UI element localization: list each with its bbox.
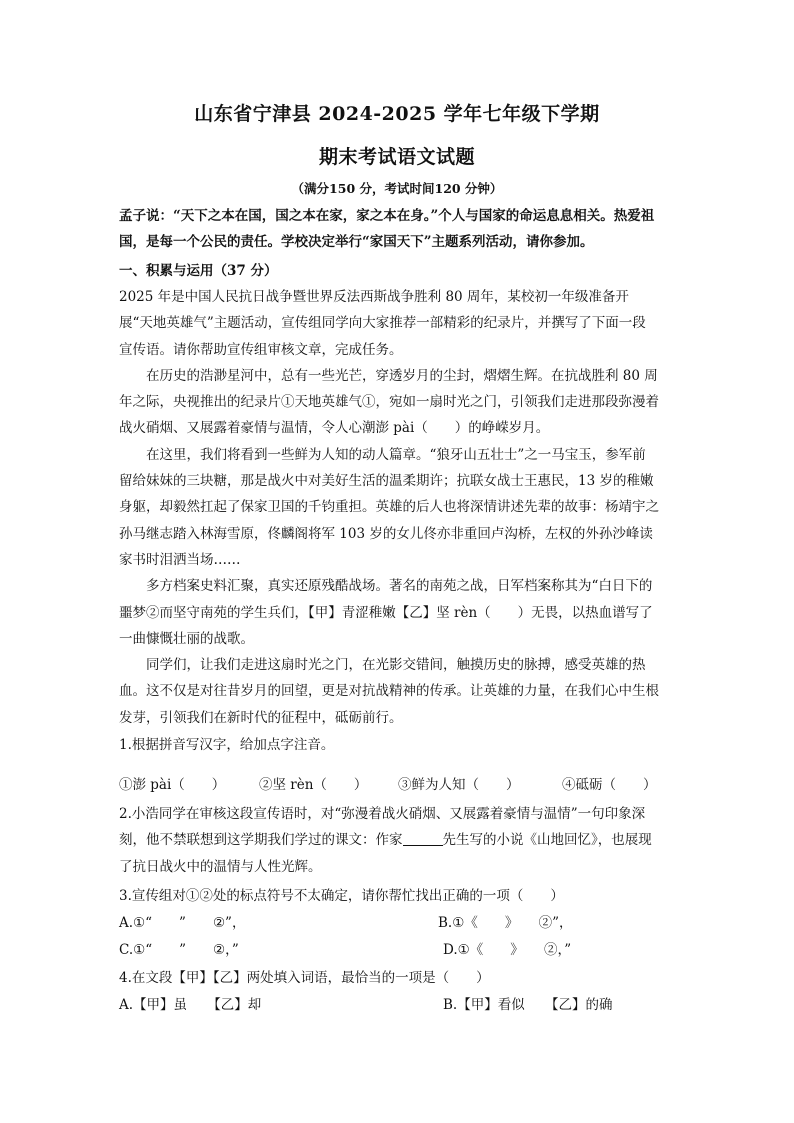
question-1-item: ①澎 pài（ ） xyxy=(119,777,226,793)
question-4-option-a: A.【甲】虽 【乙】却 xyxy=(119,997,262,1013)
question-4-stem: 4.在文段【甲】【乙】两处填入词语，最恰当的一项是（ ） xyxy=(119,970,490,986)
question-1-items xyxy=(119,772,659,798)
passage-paragraph: 2025 年是中国人民抗日战争暨世界反法西斯战争胜利 80 周年，某校初一年级准备开展“天地英雄气”主题活动，宣传组同学向大家推荐一部精彩的纪录片，并撰写了下面一段宣传语。请你帮助宣传组审核文章，完成任务。 xyxy=(119,289,646,358)
question-3-option-b: B.①《 》 ②”， xyxy=(438,915,573,931)
question-3-options-row xyxy=(119,937,659,963)
question-1-item: ③鲜为人知（ ） xyxy=(398,777,520,793)
question-1-stem: 1.根据拼音写汉字，给加点字注音。 xyxy=(119,737,335,753)
question-3-option-c: C.①“ ” ②，” xyxy=(119,942,239,958)
question-3-stem-block xyxy=(119,883,659,909)
passage-paragraph: 在历史的浩渺星河中，总有一些光芒，穿透岁月的尘封，熠熠生辉。在抗战胜利 80 周年之际，央视推出的纪录片①天地英雄气①，宛如一扇时光之门，引领我们走进那段弥漫着战火硝烟、又展露着豪情与温情，令人心潮澎 pài（ ）的峥嵘岁月。 xyxy=(119,367,659,437)
intro-text: 孟子说：“天下之本在国，国之本在家，家之本在身。”个人与国家的命运息息相关。热爱祖国，是每一个公民的责任。学校决定举行“家国天下”主题系列活动，请你参加。 xyxy=(119,208,655,251)
passage-paragraph: 在这里，我们将看到一些鲜为人知的动人篇章。“狼牙山五壮士”之一马宝玉，参军前留给妹妹的三块糖，那是战火中对美好生活的温柔期许；抗联女战士王惠民，13 岁的稚嫩身躯，却毅然扛起了保家卫国的千钧重担。英雄的后人也将深情讲述先辈的故事：杨靖宇之孙马继志踏入林海雪原，佟麟阁将军 103 岁的女儿佟亦非重回卢沟桥，左权的外孙沙峰读家书时泪洒当场…… xyxy=(119,446,659,568)
passage-paragraph: 同学们，让我们走进这扇时光之门，在光影交错间，触摸历史的脉搏，感受英雄的热血。这不仅是对往昔岁月的回望，更是对抗战精神的传承。让英雄的力量，在我们心中生根发芽，引领我们在新时代的征程中，砥砺前行。 xyxy=(119,657,659,726)
passage xyxy=(119,284,659,731)
question-1-stem-block xyxy=(119,732,659,758)
question-4-stem-block xyxy=(119,965,659,991)
question-4-option-b: B.【甲】看似 【乙】的确 xyxy=(443,997,613,1013)
section-title: 一、积累与运用（37 分） xyxy=(119,263,278,279)
question-3-option-d: D.①《 》 ②，” xyxy=(443,942,572,958)
question-2 xyxy=(119,801,659,880)
question-3-option-a: A.①“ ” ②”， xyxy=(119,915,246,931)
question-2-stem xyxy=(119,801,659,880)
question-3-stem: 3.宣传组对①②处的标点符号不太确定，请你帮忙找出正确的一项（ ） xyxy=(119,888,564,904)
intro-block xyxy=(119,203,659,256)
passage-paragraph: 多方档案史料汇聚，真实还原残酷战场。著名的南苑之战，日军档案称其为“白日下的噩梦②而坚守南苑的学生兵们，【甲】青涩稚嫩【乙】坚 rèn（ ）无畏，以热血谱写了一曲慷慨壮丽的战歌。 xyxy=(119,578,653,647)
section-heading xyxy=(119,258,659,284)
question-4-options-row xyxy=(119,992,659,1018)
exam-note: （满分150 分，考试时间120 分钟） xyxy=(291,181,503,196)
answer-blank[interactable] xyxy=(403,831,443,846)
question-2-stem-before: 2.小浩同学在审核这段宣传语时，对“弥漫着战火硝烟、又展露着豪情与温情”一句印象深刻，他不禁联想到这学期我们学过的课文：作家 xyxy=(119,806,646,849)
exam-title-line1: 山东省宁津县 2024-2025 学年七年级下学期 xyxy=(194,103,600,125)
question-1-item: ④砥砺（ ） xyxy=(562,777,657,793)
question-1-item: ②坚 rèn（ ） xyxy=(259,777,368,793)
question-3-options-row xyxy=(119,910,659,936)
question-2-stem-after: 先生写的小说《山地回忆》，也展现了抗日战火中的温情与人性光辉。 xyxy=(119,832,652,875)
exam-title-line2: 期末考试语文试题 xyxy=(318,146,475,168)
